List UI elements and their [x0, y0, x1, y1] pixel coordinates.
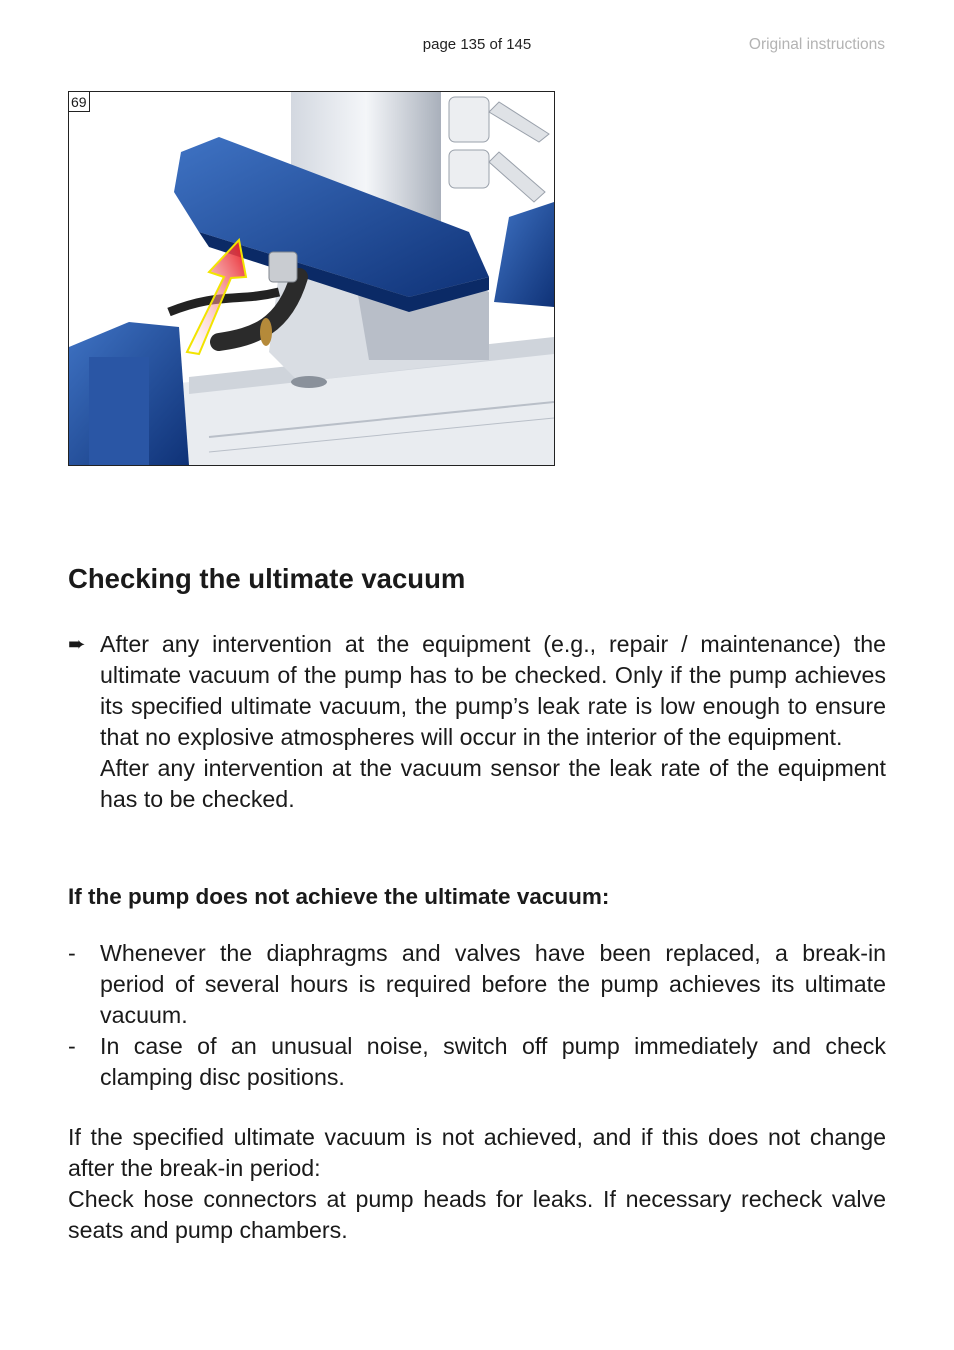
document-note: Original instructions [748, 36, 885, 53]
dash-marker: - [68, 940, 76, 966]
closing-paragraph: If the specified ultimate vacuum is not achieved, and if this does not change after the break-in period: [68, 1124, 886, 1181]
closing-paragraph: Check hose connectors at pump heads for leaks. If necessary recheck valve seats and pump chambers. [68, 1186, 886, 1243]
list-item [68, 1031, 886, 1093]
instruction-paragraph: After any intervention at the vacuum sensor the leak rate of the equipment has to be checked. [100, 755, 886, 812]
list-item-text: In case of an unusual noise, switch off pump immediately and check clamping disc positions. [100, 1033, 886, 1090]
pump-head-illustration [69, 92, 554, 465]
list-item-text: Whenever the diaphragms and valves have been replaced, a break-in period of several hours is required before the pump achieves its ultimate vacuum. [100, 940, 886, 1028]
page-number: page 135 of 145 [422, 36, 532, 53]
list-item [68, 938, 886, 1031]
subsection-title: If the pump does not achieve the ultimate vacuum: [68, 884, 610, 909]
instruction-paragraph: After any intervention at the equipment (e.g., repair / maintenance) the ultimate vacuum of the pump has to be checked. Only if the pump achieves its specified ultimate vacuum, the pump’s leak rate is low enough to ensure that no explosive atmospheres will occur in the interior of the equipment. [100, 631, 886, 750]
figure-pump-head [68, 91, 555, 466]
instruction-item [68, 629, 886, 815]
closing-text [68, 1122, 886, 1246]
section-title: Checking the ultimate vacuum [68, 563, 466, 594]
arrow-right-icon: ➨ [68, 633, 86, 656]
instruction-block [68, 629, 886, 815]
dash-list [68, 938, 886, 1093]
dash-marker: - [68, 1033, 76, 1059]
figure-number: 69 [69, 92, 90, 112]
